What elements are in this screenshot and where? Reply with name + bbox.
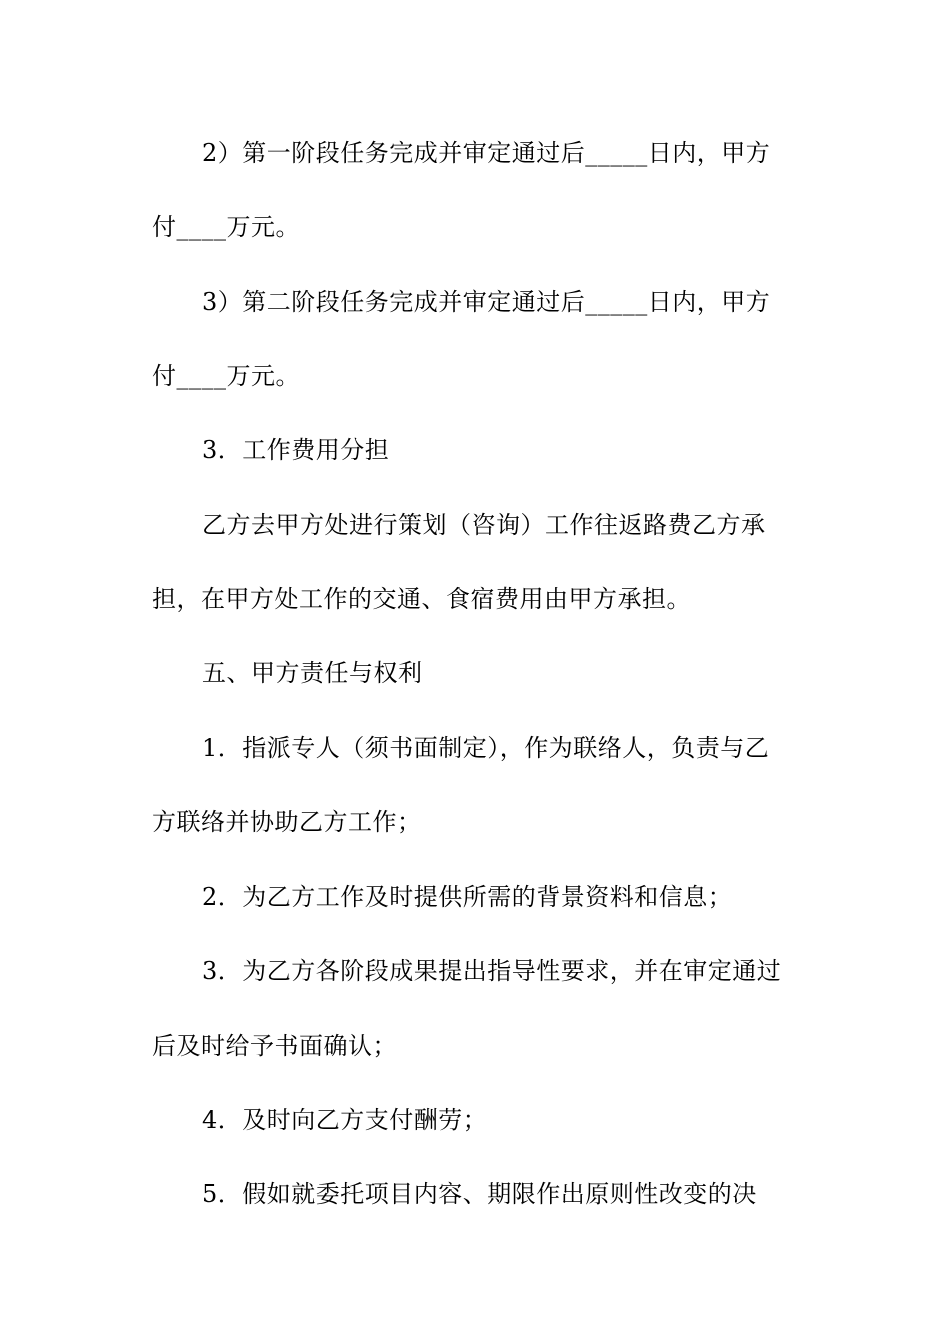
text-line: 乙方去甲方处进行策划（咨询）工作往返路费乙方承 xyxy=(202,511,766,539)
text-line: 付____万元。 xyxy=(152,213,300,241)
text-line: 后及时给予书面确认； xyxy=(152,1032,397,1060)
text-line: 付____万元。 xyxy=(152,362,300,390)
text-line: 3．为乙方各阶段成果提出指导性要求，并在审定通过 xyxy=(202,957,782,985)
section-heading: 3．工作费用分担 xyxy=(202,436,390,464)
section-heading: 五、甲方责任与权利 xyxy=(202,659,423,687)
text-line: 方联络并协助乙方工作； xyxy=(152,808,422,836)
text-line: 4．及时向乙方支付酬劳； xyxy=(202,1106,488,1134)
text-line: 1．指派专人（须书面制定），作为联络人，负责与乙 xyxy=(202,734,770,762)
text-line: 2．为乙方工作及时提供所需的背景资料和信息； xyxy=(202,883,733,911)
text-line: 担，在甲方处工作的交通、食宿费用由甲方承担。 xyxy=(152,585,691,613)
text-line: 3）第二阶段任务完成并审定通过后_____日内，甲方 xyxy=(202,288,771,316)
text-line: 5．假如就委托项目内容、期限作出原则性改变的决 xyxy=(202,1180,757,1208)
text-line: 2）第一阶段任务完成并审定通过后_____日内，甲方 xyxy=(202,139,771,167)
